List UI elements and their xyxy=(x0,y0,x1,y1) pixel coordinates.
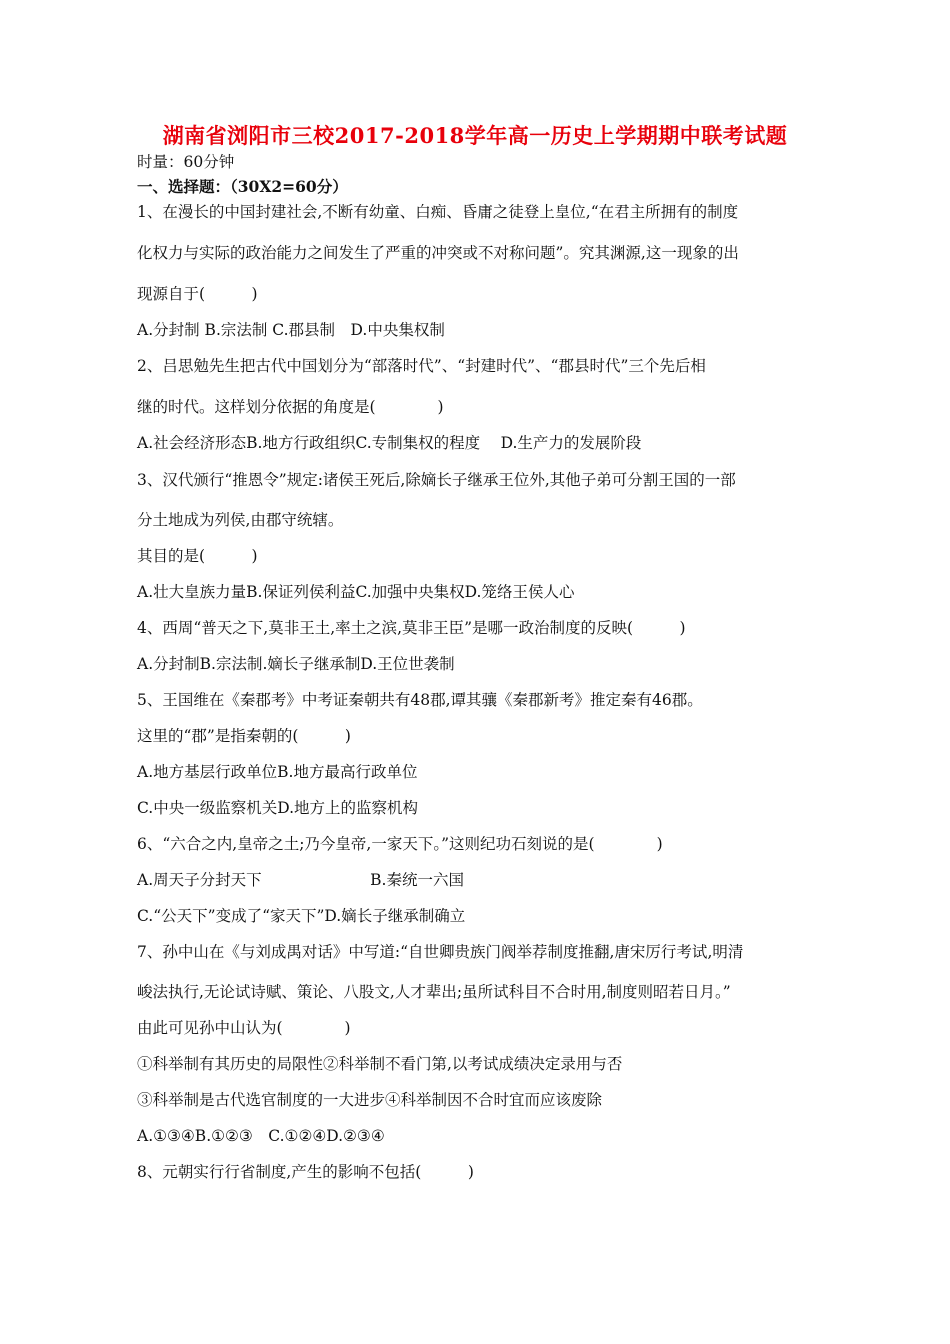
option-line: A.地方基层行政单位B.地方最高行政单位 xyxy=(137,763,418,781)
option-line: C.“公天下”变成了“家天下”D.嫡长子继承制确立 xyxy=(137,907,466,925)
text-line: 6、“六合之内,皇帝之土;乃今皇帝,一家天下。”这则纪功石刻说的是( ) xyxy=(137,835,663,853)
text-line: 由此可见孙中山认为( ) xyxy=(137,1019,351,1037)
option-line: A.社会经济形态B.地方行政组织C.专制集权的程度 D.生产力的发展阶段 xyxy=(137,434,642,452)
text-line: 这里的“郡”是指秦朝的( ) xyxy=(137,727,351,745)
time-limit: 时量：60分钟 xyxy=(137,153,235,171)
text-line: ①科举制有其历史的局限性②科举制不看门第,以考试成绩决定录用与否 xyxy=(137,1055,623,1073)
text-line: 现源自于( ) xyxy=(137,285,258,303)
text-line: 4、西周“普天之下,莫非王土,率土之滨,莫非王臣”是哪一政治制度的反映( ) xyxy=(137,619,686,637)
text-line: 8、元朝实行行省制度,产生的影响不包括( ) xyxy=(137,1163,474,1181)
text-line: 5、王国维在《秦郡考》中考证秦朝共有48郡,谭其骧《秦郡新考》推定秦有46郡。 xyxy=(137,691,703,709)
option-line: A.壮大皇族力量B.保证列侯利益C.加强中央集权D.笼络王侯人心 xyxy=(137,583,575,601)
document-title: 湖南省浏阳市三校2017-2018学年高一历史上学期期中联考试题 xyxy=(162,123,788,148)
text-line: 其目的是( ) xyxy=(137,547,258,565)
text-line: 3、汉代颁行“推恩令”规定:诸侯王死后,除嫡长子继承王位外,其他子弟可分割王国的一部 xyxy=(137,471,736,489)
text-line: 2、吕思勉先生把古代中国划分为“部落时代”、“封建时代”、“郡县时代”三个先后相 xyxy=(137,357,706,375)
text-line: 1、在漫长的中国封建社会,不断有幼童、白痴、昏庸之徒登上皇位,“在君主所拥有的制度 xyxy=(137,203,739,221)
option-line: A.分封制B.宗法制.嫡长子继承制D.王位世袭制 xyxy=(137,655,455,673)
option-line: C.中央一级监察机关D.地方上的监察机构 xyxy=(137,799,419,817)
option-line: A.周天子分封天下 B.秦统一六国 xyxy=(137,871,464,889)
text-line: 分土地成为列侯,由郡守统辖。 xyxy=(137,511,344,529)
section-heading: 一、选择题：（30X2=60分） xyxy=(137,177,348,196)
text-line: 继的时代。这样划分依据的角度是( ) xyxy=(137,398,444,416)
text-line: ③科举制是古代选官制度的一大进步④科举制因不合时宜而应该废除 xyxy=(137,1091,603,1109)
option-line: A.分封制 B.宗法制 C.郡县制 D.中央集权制 xyxy=(137,321,445,339)
text-line: 化权力与实际的政治能力之间发生了严重的冲突或不对称问题”。究其渊源,这一现象的出 xyxy=(137,244,739,262)
text-line: 7、孙中山在《与刘成禺对话》中写道:“自世卿贵族门阀举荐制度推翻,唐宋厉行考试,明清 xyxy=(137,943,744,961)
text-line: 峻法执行,无论试诗赋、策论、八股文,人才辈出;虽所试科目不合时用,制度则昭若日月。” xyxy=(137,983,731,1001)
option-line: A.①③④B.①②③ C.①②④D.②③④ xyxy=(137,1127,385,1145)
